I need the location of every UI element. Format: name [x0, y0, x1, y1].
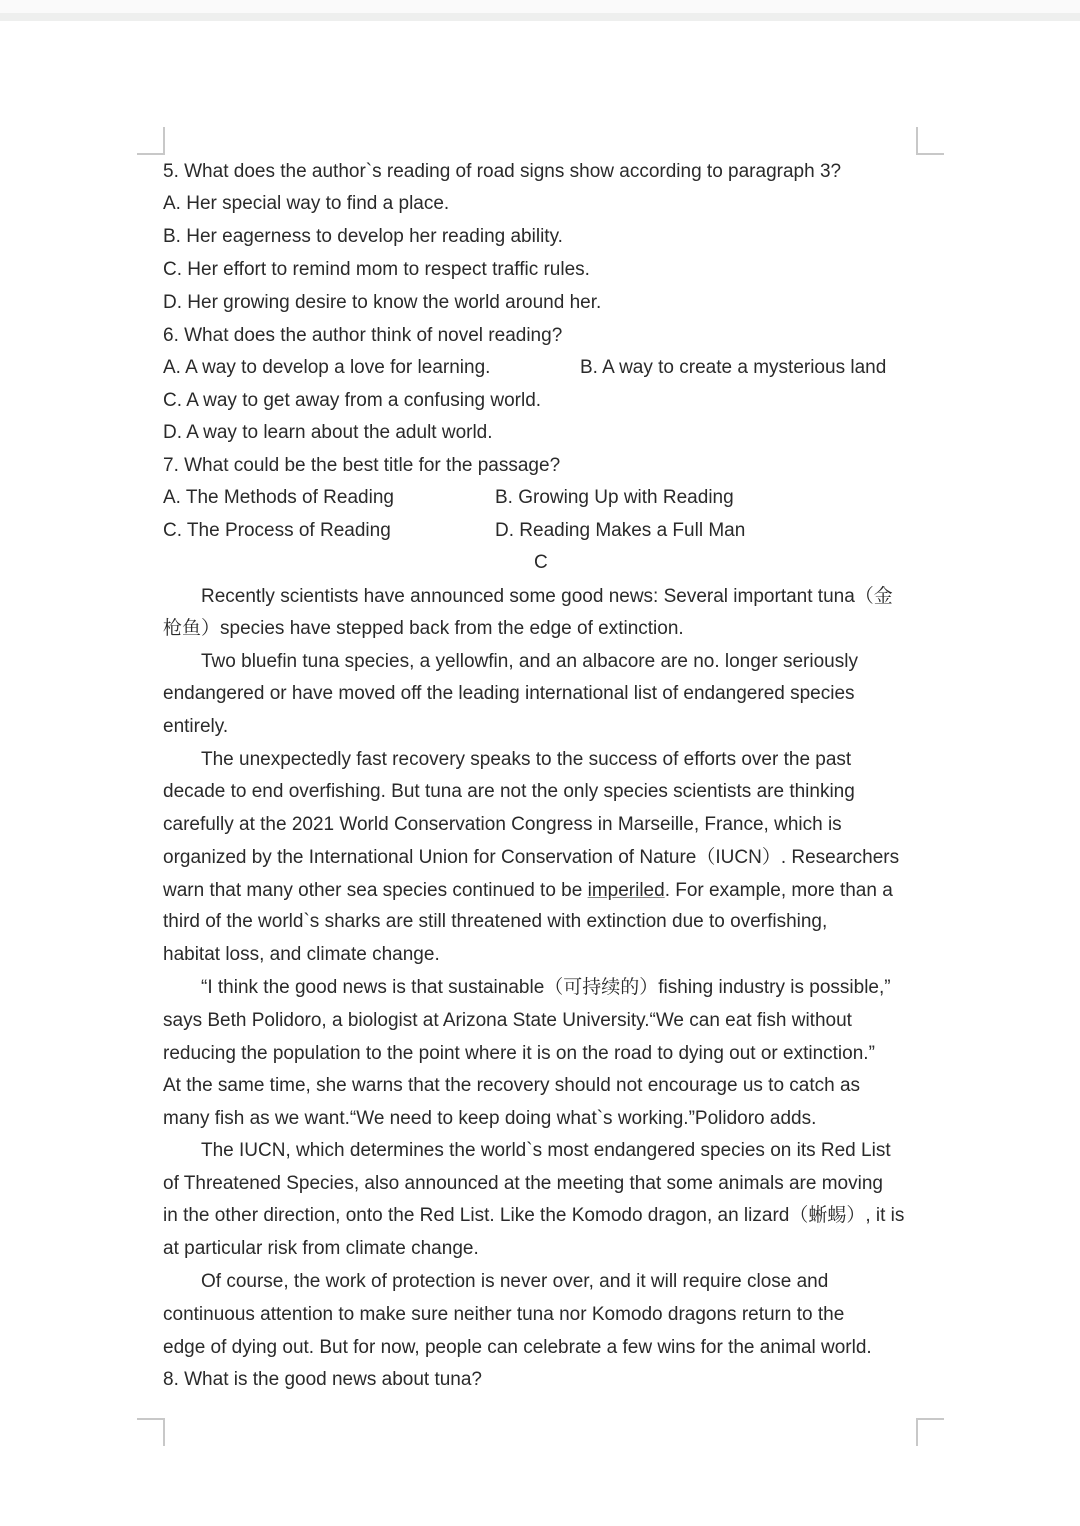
line-text: endangered or have moved off the leading international list of endangered species	[163, 683, 855, 704]
line-text: The unexpectedly fast recovery speaks to the success of efforts over the past	[201, 749, 852, 770]
text-line	[163, 878, 893, 904]
text-line	[163, 681, 855, 707]
text-line	[163, 290, 601, 316]
line-text: “I think the good news is that sustainable（可持续的）fishing industry is possible,”	[201, 977, 891, 998]
text-line	[163, 1335, 872, 1361]
text-line	[163, 616, 684, 642]
line-text: habitat loss, and climate change.	[163, 944, 440, 965]
text-line	[163, 845, 899, 871]
line-text: at particular risk from climate change.	[163, 1238, 479, 1259]
text-line	[163, 942, 440, 968]
underlined-word: imperiled	[587, 880, 665, 901]
line-text: A. Her special way to find a place.	[163, 193, 450, 214]
line-text: in the other direction, onto the Red List. Like the Komodo dragon, an lizard（蜥蜴）, it is	[163, 1205, 905, 1226]
text-line	[163, 1171, 883, 1197]
text-line	[163, 355, 887, 381]
text-line	[163, 1203, 904, 1229]
line-text: The IUCN, which determines the world`s most endangered species on its Red List	[201, 1140, 891, 1161]
text-line	[163, 1008, 852, 1034]
text-line	[201, 747, 851, 773]
line-text: A. The Methods of Reading	[163, 487, 394, 508]
option-second-column: B. Growing Up with Reading	[495, 487, 734, 508]
line-text: 枪鱼）species have stepped back from the edge of extinction.	[163, 618, 684, 639]
section-heading	[534, 550, 548, 576]
option-second-column: B. A way to create a mysterious land	[580, 357, 887, 378]
margin-mark-top-right	[916, 127, 944, 155]
text-line	[163, 453, 560, 479]
text-line	[163, 1302, 844, 1328]
line-text: entirely.	[163, 716, 229, 737]
text-line	[201, 649, 858, 675]
text-line	[163, 485, 734, 511]
line-text: 8. What is the good news about tuna?	[163, 1369, 482, 1390]
text-line	[163, 518, 746, 544]
text-line	[163, 159, 841, 185]
line-text: Two bluefin tuna species, a yellowfin, and an albacore are no. longer seriously	[201, 651, 858, 672]
text-line	[163, 1073, 860, 1099]
text-line	[201, 1138, 891, 1164]
line-text: organized by the International Union for Conservation of Nature（IUCN）. Researchers	[163, 847, 900, 868]
top-bar	[0, 0, 1080, 13]
margin-mark-top-left	[137, 127, 165, 155]
top-bar-shadow	[0, 13, 1080, 21]
line-text: C	[534, 552, 548, 573]
text-line	[163, 224, 563, 250]
line-text: C. The Process of Reading	[163, 520, 391, 541]
text-line	[163, 1106, 816, 1132]
text-line	[163, 779, 855, 805]
line-text: many fish as we want.“We need to keep doing what`s working.”Polidoro adds.	[163, 1108, 817, 1129]
text-line	[163, 323, 562, 349]
line-text: Recently scientists have announced some good news: Several important tuna（金	[201, 586, 893, 607]
text-line	[163, 909, 827, 935]
line-text: third of the world`s sharks are still threatened with extinction due to overfishing,	[163, 911, 828, 932]
text-line	[163, 1041, 875, 1067]
line-text: edge of dying out. But for now, people can celebrate a few wins for the animal world.	[163, 1337, 872, 1358]
line-text: of Threatened Species, also announced at the meeting that some animals are moving	[163, 1173, 883, 1194]
option-second-column: D. Reading Makes a Full Man	[495, 520, 746, 541]
margin-mark-bottom-right	[916, 1418, 944, 1446]
text-line	[163, 812, 842, 838]
line-text: D. A way to learn about the adult world.	[163, 422, 493, 443]
line-text: B. Her eagerness to develop her reading ability.	[163, 226, 563, 247]
text-line	[163, 191, 449, 217]
text-line	[163, 1367, 482, 1393]
line-text: continuous attention to make sure neither tuna nor Komodo dragons return to the	[163, 1304, 845, 1325]
text-line	[201, 1269, 828, 1295]
line-text: . For example, more than a	[664, 880, 893, 901]
line-text: carefully at the 2021 World Conservation Congress in Marseille, France, which is	[163, 814, 842, 835]
line-text: 7. What could be the best title for the passage?	[163, 455, 561, 476]
text-line	[201, 584, 893, 610]
margin-mark-bottom-left	[137, 1418, 165, 1446]
line-text: warn that many other sea species continued to be	[163, 880, 588, 901]
line-text: A. A way to develop a love for learning.	[163, 357, 491, 378]
line-text: C. Her effort to remind mom to respect traffic rules.	[163, 259, 590, 280]
text-line	[163, 257, 590, 283]
text-line	[163, 388, 541, 414]
line-text: decade to end overfishing. But tuna are not the only species scientists are thinking	[163, 781, 855, 802]
text-line	[163, 1236, 479, 1262]
line-text: says Beth Polidoro, a biologist at Arizona State University.“We can eat fish without	[163, 1010, 852, 1031]
line-text: reducing the population to the point where it is on the road to dying out or extinction.”	[163, 1043, 875, 1064]
line-text: At the same time, she warns that the recovery should not encourage us to catch as	[163, 1075, 861, 1096]
text-line	[201, 975, 891, 1001]
line-text: 5. What does the author`s reading of road signs show according to paragraph 3?	[163, 161, 842, 182]
text-line	[163, 714, 228, 740]
line-text: C. A way to get away from a confusing world.	[163, 390, 542, 411]
text-line	[163, 420, 493, 446]
line-text: 6. What does the author think of novel reading?	[163, 325, 563, 346]
line-text: D. Her growing desire to know the world around her.	[163, 292, 602, 313]
line-text: Of course, the work of protection is never over, and it will require close and	[201, 1271, 829, 1292]
